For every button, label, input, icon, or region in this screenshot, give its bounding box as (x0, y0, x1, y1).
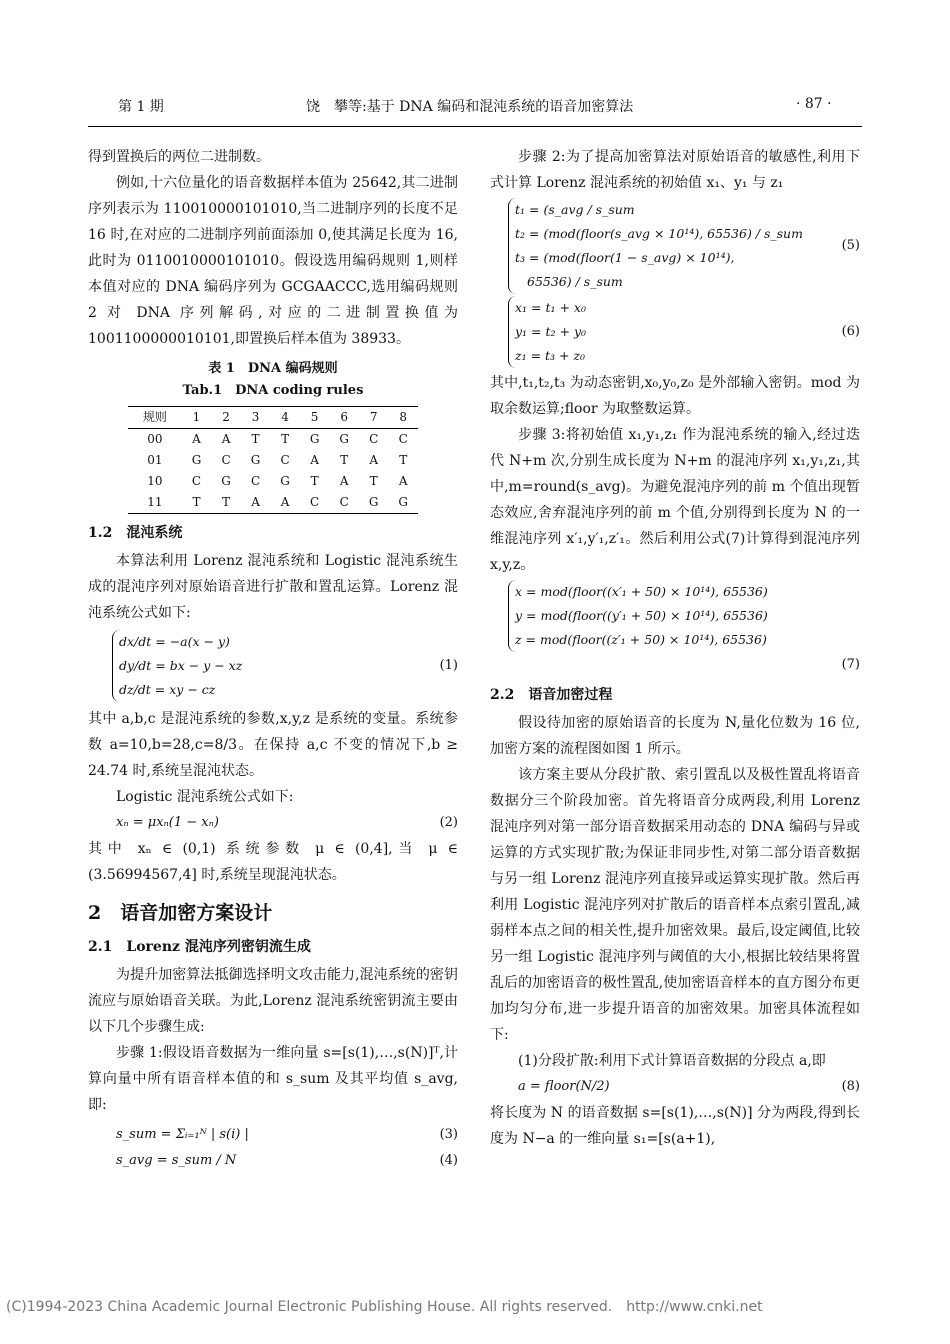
equation-number: (8) (841, 1079, 860, 1094)
header-title: 饶 攀等:基于 DNA 编码和混沌系统的语音加密算法 (306, 99, 634, 115)
table-cell: G (191, 453, 202, 467)
table-row (128, 492, 418, 514)
table-cell: C (250, 474, 261, 488)
equation-number: (7) (841, 657, 860, 672)
equation-4 (88, 1148, 458, 1174)
paragraph: 其中 xₙ ∈ (0,1) 系统参数 μ ∈ (0,4],当 μ ∈ (3.56994567,4] 时,系统呈现混沌状态。 (88, 841, 458, 883)
paragraph: 为提升加密算法抵御选择明文攻击能力,混沌系统的密钥流应与原始语音关联。为此,Lorenz 混沌系统密钥流主要由以下几个步骤生成: (88, 967, 458, 1035)
equation-line: x = mod(floor((x′₁ + 50) × 10¹⁴), 65536) (515, 584, 768, 599)
table-cell: 01 (147, 453, 163, 467)
equation-number: (1) (439, 658, 458, 673)
table-header-row (128, 407, 418, 429)
equation-2 (88, 810, 458, 836)
paragraph: 其中 a,b,c 是混沌系统的参数,x,y,z 是系统的变量。系统参数 a=10,b=28,c=8/3。在保持 a,c 不变的情况下,b ≥ 24.74 时,系统呈混沌状态。 (88, 711, 458, 779)
paragraph: 将长度为 N 的语音数据 s=[s(1),…,s(N)] 分为两段,得到长度为 N−a 的一维向量 s₁=[s(a+1), (490, 1105, 860, 1147)
table-row (128, 471, 418, 492)
table-cell: T (399, 453, 408, 467)
equation-number: (4) (439, 1153, 458, 1168)
equation-7 (490, 580, 860, 678)
table-cell: A (192, 432, 201, 446)
equation-5 (490, 198, 860, 294)
table-header-cell: 3 (251, 410, 260, 424)
table-cell: A (280, 495, 290, 509)
paragraph: 步骤 1:假设语音数据为一维向量 s=[s(1),…,s(N)]ᵀ,计算向量中所有语音样本值的和 s_sum 及其平均值 s_avg,即: (88, 1045, 458, 1113)
equation-line: x₁ = t₁ + x₀ (515, 300, 586, 315)
equation-body: a = floor(N/2) (518, 1079, 610, 1094)
equation-body: xₙ = μxₙ(1 − xₙ) (116, 815, 219, 830)
subsection-heading: 2.1 Lorenz 混沌序列密钥流生成 (88, 939, 311, 955)
equation-line: y₁ = t₂ + y₀ (515, 324, 587, 339)
table-header-cell: 2 (222, 410, 230, 424)
table-cell: A (310, 453, 319, 467)
paragraph: Logistic 混沌系统公式如下: (116, 789, 294, 805)
table-cell: T (222, 495, 231, 509)
copyright-footer: (C)1994-2023 China Academic Journal Electronic Publishing House. All rights reserved. http://www.cnki.net (6, 1299, 763, 1315)
table-cell: A (221, 432, 231, 446)
table-cell: A (398, 474, 408, 488)
header-page-number: · 87 · (796, 96, 832, 112)
equation-3 (88, 1122, 458, 1148)
paragraph: 假设待加密的原始语音的长度为 N,量化位数为 16 位,加密方案的流程图如图 1 所示。 (490, 715, 860, 757)
equation-number: (6) (841, 324, 860, 339)
equation-line: t₃ = (mod(floor(1 − s_avg) × 10¹⁴), (515, 250, 735, 265)
table-header-cell: 规则 (142, 410, 167, 424)
equation-line: dy/dt = bx − y − xz (119, 658, 243, 673)
table-cell: G (309, 432, 320, 446)
table-cell: A (369, 453, 379, 467)
table-cell: G (368, 495, 379, 509)
equation-system (112, 630, 242, 702)
table-header-cell: 6 (340, 410, 348, 424)
table-cell: C (339, 495, 349, 509)
table-header-cell: 4 (281, 410, 289, 424)
equation-number: (2) (439, 815, 458, 830)
table-cell: 11 (147, 495, 163, 509)
table-cell: G (221, 474, 231, 488)
table-header-cell: 5 (310, 410, 319, 424)
header-issue: 第 1 期 (118, 99, 164, 115)
table-cell: 00 (147, 432, 163, 446)
equation-line: t₁ = (s_avg / s_sum (515, 202, 635, 217)
equation-1 (88, 630, 458, 702)
table-header-cell: 8 (399, 410, 408, 424)
paragraph: 步骤 3:将初始值 x₁,y₁,z₁ 作为混沌系统的输入,经过迭代 N+m 次,分别生成长度为 N+m 的混沌序列 x₁,y₁,z₁,其中,m=round(s_avg)。为避免混沌序列的前 m 个值出现暂态效应,舍弃混沌序列的前 m 个值,分别得到长度为 N 的一维混沌序列 x′₁,y′₁,z′₁。然后利用公式(7)计算得到混沌序列 x,y,z。 (490, 427, 860, 573)
equation-line: t₂ = (mod(floor(s_avg × 10¹⁴), 65536) / s_sum (515, 226, 803, 241)
table-cell: T (192, 495, 201, 509)
equation-6 (490, 296, 860, 368)
table-cell: T (369, 474, 378, 488)
paragraph: 本算法利用 Lorenz 混沌系统和 Logistic 混沌系统生成的混沌序列对原始语音进行扩散和置乱运算。Lorenz 混沌系统公式如下: (88, 553, 458, 621)
table-cell: C (280, 453, 290, 467)
paragraph: 该方案主要从分段扩散、索引置乱以及极性置乱将语音数据分三个阶段加密。首先将语音分成两段,利用 Lorenz 混沌序列对第一部分语音数据采用动态的 DNA 编码与异或运算的方式实现扩散;为保证非同步性,对第二部分语音数据与另一组 Lorenz 混沌序列直接异或运算实现扩散。然后再利用 Logistic 混沌序列对扩散后的语音样本点索引置乱,减弱样本点之间的相关性,提升加密效果。最后,设定阈值,比较另一组 Logistic 混沌序列与阈值的大小,根据比较结果将置乱后的加密语音的极性置乱,使加密语音样本的直方图分布更加均匀分布,进一步提升语音的加密效果。加密具体流程如下: (490, 767, 860, 1043)
table-cell: G (250, 453, 261, 467)
table-cell: C (369, 432, 379, 446)
paragraph: 其中,t₁,t₂,t₃ 为动态密钥,x₀,y₀,z₀ 是外部输入密钥。mod 为取余数运算;floor 为取整数运算。 (490, 375, 860, 417)
table-cell: T (340, 453, 349, 467)
table-caption-en: Tab.1 DNA coding rules (182, 383, 364, 398)
section-heading: 2 语音加密方案设计 (88, 902, 273, 924)
equation-body: s_sum = Σᵢ₌₁ᴺ | s(i) | (116, 1127, 249, 1142)
table-row (128, 450, 418, 471)
subsection-heading: 2.2 语音加密过程 (490, 687, 613, 703)
equation-number: (5) (841, 238, 860, 253)
equation-8 (490, 1074, 860, 1100)
table-cell: G (398, 495, 409, 509)
table-cell: C (398, 432, 408, 446)
table-cell: C (191, 474, 202, 488)
equation-body: s_avg = s_sum / N (116, 1153, 237, 1168)
right-column (490, 144, 860, 1152)
dna-coding-table (128, 406, 418, 514)
paragraph: 例如,十六位量化的语音数据样本值为 25642,其二进制序列表示为 110010000101010,当二进制序列的长度不足 16 时,在对应的二进制序列前面添加 0,使其满足长度为 16,此时为 0110010000101010。假设选用编码规则 1,则样本值对应的 DNA 编码序列为 GCGAACCC,选用编码规则 2 对 DNA 序列解码,对应的二进制置换值为 1001100000010101,即置换后样本值为 38933。 (88, 175, 458, 347)
equation-line: y = mod(floor((y′₁ + 50) × 10¹⁴), 65536) (515, 608, 768, 623)
equation-line: 65536) / s_sum (527, 274, 623, 289)
equation-line: dz/dt = xy − cz (119, 682, 216, 697)
table-cell: T (251, 432, 260, 446)
table-cell: 10 (147, 474, 163, 488)
equation-system (508, 296, 586, 368)
table-row (128, 429, 418, 451)
table-header-cell: 7 (369, 410, 378, 424)
table-cell: T (281, 432, 290, 446)
paragraph: 步骤 2:为了提高加密算法对原始语音的敏感性,利用下式计算 Lorenz 混沌系统的初始值 x₁、y₁ 与 z₁ (490, 149, 860, 191)
table-cell: C (310, 495, 320, 509)
equation-system (508, 580, 860, 652)
header-rule (88, 126, 862, 127)
paragraph: 得到置换后的两位二进制数。 (88, 149, 270, 165)
left-column (88, 144, 458, 1174)
table-caption-cn: 表 1 DNA 编码规则 (208, 361, 338, 376)
equation-line: z₁ = t₃ + z₀ (515, 348, 586, 363)
paragraph: (1)分段扩散:利用下式计算语音数据的分段点 a,即 (518, 1053, 826, 1069)
table-cell: A (251, 495, 260, 509)
table-header-cell: 1 (192, 410, 201, 424)
table-cell: A (339, 474, 349, 488)
table-cell: T (310, 474, 319, 488)
equation-line: dx/dt = −a(x − y) (119, 634, 230, 649)
equation-line: z = mod(floor((z′₁ + 50) × 10¹⁴), 65536) (515, 632, 767, 647)
equation-system (508, 198, 803, 294)
table-cell: G (339, 432, 349, 446)
table-cell: C (221, 453, 231, 467)
equation-number: (3) (439, 1127, 458, 1142)
table-cell: G (280, 474, 290, 488)
section-heading: 1.2 混沌系统 (88, 525, 183, 541)
